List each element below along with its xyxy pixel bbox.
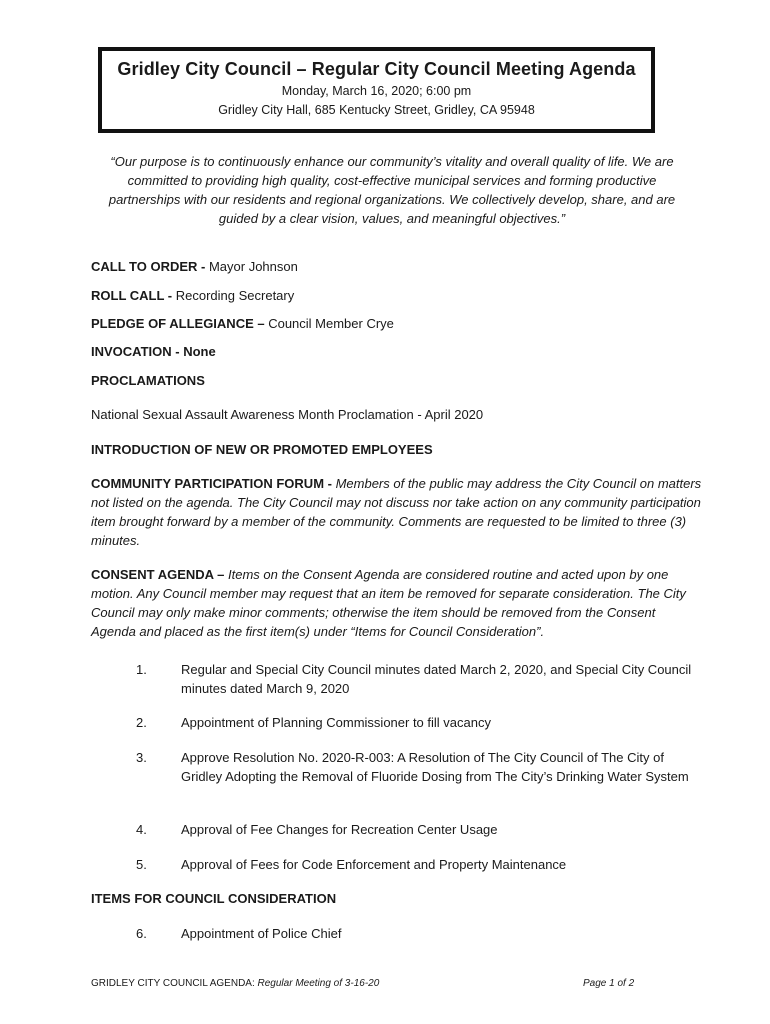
agenda-item: Appointment of Police Chief xyxy=(181,926,342,941)
council-consideration-heading: ITEMS FOR COUNCIL CONSIDERATION xyxy=(91,891,337,906)
footer-agenda-label xyxy=(91,978,379,989)
proclamations-heading: PROCLAMATIONS xyxy=(91,373,205,388)
footer-label: GRIDLEY CITY COUNCIL AGENDA: xyxy=(91,978,255,989)
footer-meeting: Regular Meeting of 3-16-20 xyxy=(254,978,380,989)
consent-agenda-text: Items on the Consent Agenda are considered routine and acted upon by one motion. Any Council member may request that an item be removed for separate consideration. The City Council may only make minor comments; otherwise the item should be removed from the Consent Agenda and placed as the first item(s) under “Items for Council Consideration”. xyxy=(91,567,686,639)
roll-call xyxy=(91,286,294,305)
meeting-date-time: Monday, March 16, 2020; 6:00 pm xyxy=(281,84,472,98)
community-forum-text: Members of the public may address the City Council on matters not listed on the agenda. The City Council may not discuss nor take action on any community participation item brought forward by a member of the community. Comments are requested to be limited to three (3) minutes. xyxy=(91,476,702,548)
agenda-item: Approval of Fees for Code Enforcement and Property Maintenance xyxy=(181,857,567,872)
roll-call-text: Recording Secretary xyxy=(172,288,295,303)
roll-call-heading: ROLL CALL - xyxy=(91,288,173,303)
introduction-heading: INTRODUCTION OF NEW OR PROMOTED EMPLOYEES xyxy=(91,442,433,457)
proclamation-item: National Sexual Assault Awareness Month Proclamation - April 2020 xyxy=(91,407,484,422)
agenda-item: Approval of Fee Changes for Recreation Center Usage xyxy=(181,822,498,837)
purpose-statement: “Our purpose is to continuously enhance our community’s vitality and overall quality of life. We are committed to providing high quality, cost-effective municipal services and forming productive partnerships with our residents and regional organizations. We collectively develop, share, and are guided by a clear vision, values, and meaningful objectives.” xyxy=(108,154,676,226)
item-number: 6. xyxy=(136,926,147,941)
item-number: 4. xyxy=(136,822,147,837)
invocation-heading: INVOCATION - None xyxy=(91,344,216,359)
call-to-order xyxy=(91,257,298,276)
item-number: 1. xyxy=(136,662,147,677)
header-box xyxy=(98,47,655,133)
page-number: Page 1 of 2 xyxy=(583,978,635,989)
pledge-of-allegiance xyxy=(91,314,394,333)
item-number: 5. xyxy=(136,857,147,872)
item-number: 3. xyxy=(136,750,147,765)
agenda-item: Regular and Special City Council minutes dated March 2, 2020, and Special City Council minutes dated March 9, 2020 xyxy=(181,662,692,696)
community-forum-heading: COMMUNITY PARTICIPATION FORUM - xyxy=(91,476,332,491)
call-to-order-heading: CALL TO ORDER - xyxy=(91,259,206,274)
community-forum xyxy=(91,474,703,550)
agenda-item: Appointment of Planning Commissioner to fill vacancy xyxy=(181,715,491,730)
meeting-location: Gridley City Hall, 685 Kentucky Street, Gridley, CA 95948 xyxy=(218,103,535,117)
page-title: Gridley City Council – Regular City Council Meeting Agenda xyxy=(117,59,636,79)
pledge-heading: PLEDGE OF ALLEGIANCE – xyxy=(91,316,265,331)
item-number: 2. xyxy=(136,715,147,730)
call-to-order-text: Mayor Johnson xyxy=(205,259,298,274)
consent-agenda-heading: CONSENT AGENDA – xyxy=(91,567,225,582)
agenda-item: Approve Resolution No. 2020-R-003: A Resolution of The City Council of The City of Gridley Adopting the Removal of Fluoride Dosing from The City’s Drinking Water System xyxy=(181,750,689,784)
pledge-text: Council Member Crye xyxy=(264,316,394,331)
consent-agenda xyxy=(91,565,703,641)
